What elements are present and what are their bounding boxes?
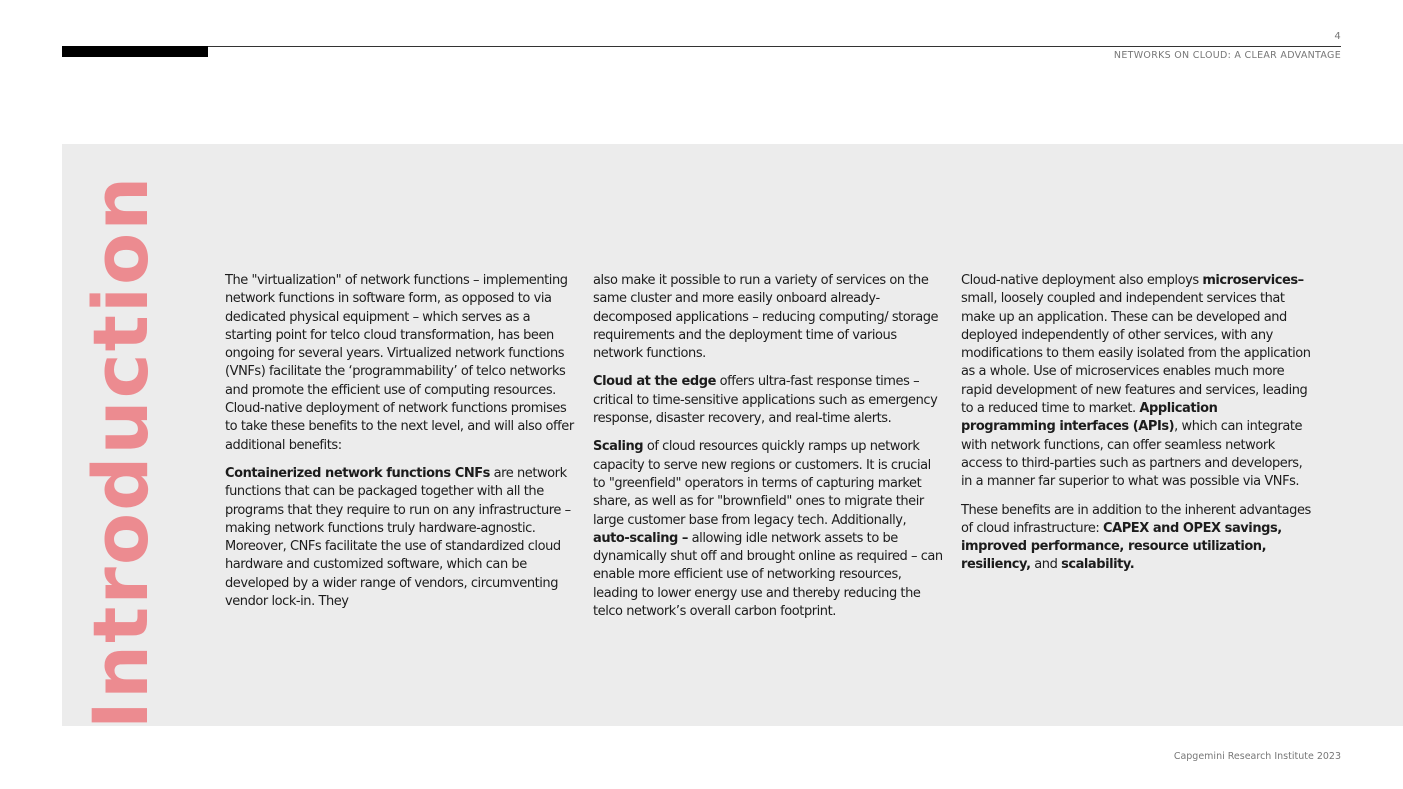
paragraph xyxy=(593,438,945,621)
paragraph xyxy=(225,272,577,455)
bold-term: microservices– xyxy=(1202,273,1304,288)
section-heading: Introduction xyxy=(76,174,165,730)
text-column-2 xyxy=(593,272,945,631)
paragraph-text: also make it possible to run a variety of services on the same cluster and more easily onboard already-decomposed applications – reducing computing/ storage requirements and the deployment time of various network functions. xyxy=(593,273,939,362)
running-title: NETWORKS ON CLOUD: A CLEAR ADVANTAGE xyxy=(1113,50,1341,61)
bold-term: auto-scaling – xyxy=(593,530,688,546)
paragraph-text: small, loosely coupled and independent services that make up an application. These can be developed and deployed independently of other services, with any modifications to them easily isolated from the application as a whole. Use of microservices enables much more rapid development of new features and services, leading to a reduced time to market. xyxy=(961,291,1311,417)
paragraph-text: of cloud resources quickly ramps up network capacity to serve new regions or customers. It is crucial to "greenfield" operators in terms of capturing market share, as well as for "brownfield" ones to migrate their large customer base from legacy tech. Additionally, xyxy=(593,439,931,528)
bold-term: Scaling xyxy=(593,439,644,455)
paragraph-text: allowing idle network assets to be dynamically shut off and brought online as required – can enable more efficient use of networking resources, leading to lower energy use and thereby reducing the telco network’s overall carbon footprint. xyxy=(593,530,943,620)
paragraph-text: These benefits are in addition to the inherent advantages of cloud infrastructure: xyxy=(961,502,1311,536)
text-column-3 xyxy=(961,272,1313,585)
bold-term: Cloud at the edge xyxy=(593,374,716,390)
paragraph xyxy=(593,272,945,363)
header-rule xyxy=(62,46,1341,47)
text-column-1 xyxy=(225,272,577,621)
paragraph xyxy=(593,373,945,428)
paragraph-text: and xyxy=(1030,557,1062,573)
page-number: 4 xyxy=(1334,31,1341,42)
paragraph-text: are network functions that can be packaged together with all the programs that they require to run on any infrastructure – making network functions truly hardware-agnostic. Moreover, CNFs facilitate the use of standardized cloud hardware and customized software, which can be developed by a wider range of vendors, circumventing vendor lock-in. They xyxy=(225,465,571,610)
paragraph xyxy=(961,502,1313,575)
paragraph-text: Cloud-native deployment also employs xyxy=(961,273,1203,288)
paragraph-text: offers ultra-fast response times – critical to time-sensitive applications such as emergency response, disaster recovery, and real-time alerts. xyxy=(593,374,938,427)
paragraph xyxy=(225,465,577,611)
paragraph-text: , which can integrate with network functions, can offer seamless network access to third-parties such as partners and developers, in a manner far superior to what was possible via VNFs. xyxy=(961,419,1303,490)
bold-term: Application programming interfaces (APIs) xyxy=(961,401,1218,435)
bold-term: CAPEX and OPEX savings, improved performance, resource utilization, resiliency, xyxy=(961,520,1282,573)
footer-credit: Capgemini Research Institute 2023 xyxy=(1173,751,1341,762)
paragraph-text: The "virtualization" of network functions – implementing network functions in software form, as opposed to via dedicated physical equipment – which serves as a starting point for telco cloud transformation, has been ongoing for several years. Virtualized network functions (VNFs) facilitate the ‘programmability’ of telco networks and promote the efficient use of computing resources. Cloud-native deployment of network functions promises to take these benefits to the next level, and will also offer additional benefits: xyxy=(225,273,574,453)
bold-term: scalability. xyxy=(1061,557,1135,573)
paragraph xyxy=(961,272,1313,492)
header-accent-bar xyxy=(62,46,208,57)
bold-term: Containerized network functions CNFs xyxy=(225,465,490,481)
